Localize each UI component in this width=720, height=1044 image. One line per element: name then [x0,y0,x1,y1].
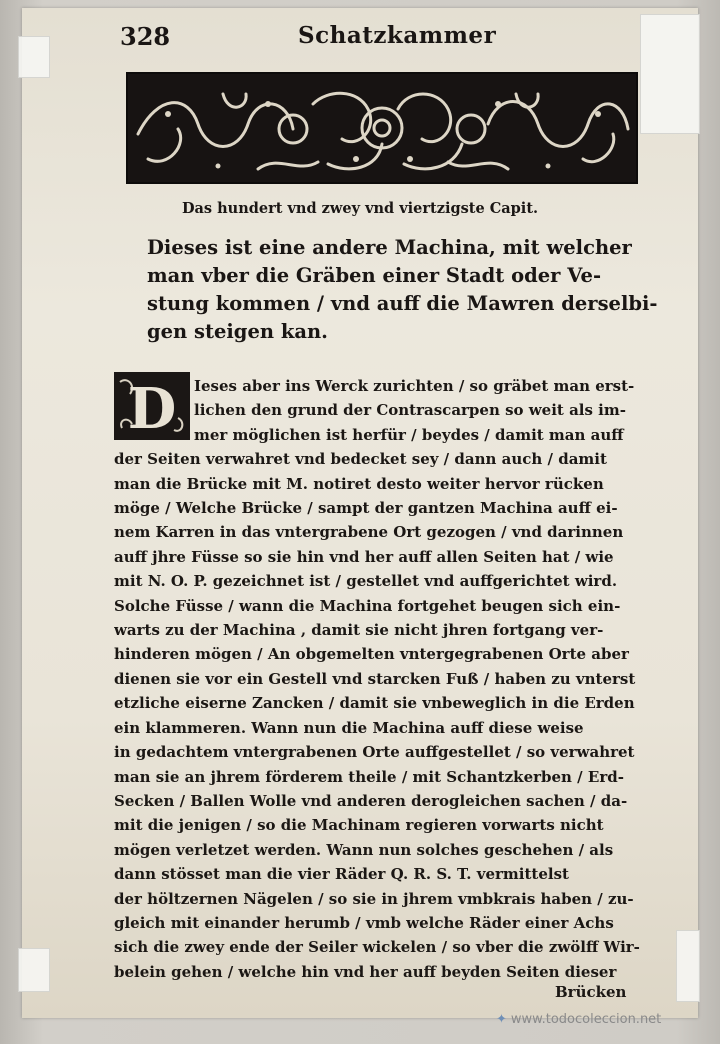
foliage-ornament-icon [128,74,636,182]
text-line: man sie an jhrem förderem theile / mit Schantzkerben / Erd- [114,767,624,786]
woodcut-headpiece [126,72,638,184]
text-line: sich die zwey ende der Seiler wickelen / so vber die zwölff Wir- [114,938,640,957]
catchword: Brücken [555,983,627,1001]
chapter-title: Das hundert vnd zwey vnd viertzigste Capit. [181,200,539,217]
heading-line: man vber die Gräben einer Stadt oder Ve- [147,264,602,287]
text-line: dienen sie vor ein Gestell vnd starcken Fuß / haben zu vnterst [114,669,636,688]
heading-line: gen steigen kan. [147,320,328,343]
heading-line: stung kommen / vnd auff die Mawren derselbi- [147,292,658,315]
running-title: Schatzkammer [298,22,497,49]
text-line: belein gehen / welche hin vnd her auff beyden Seiten dieser [114,962,617,981]
text-line: Solche Füsse / wann die Machina fortgehet beugen sich ein- [114,596,621,615]
heading-line: Dieses ist eine andere Machina, mit welcher [147,236,632,259]
watermark-text: www.todocoleccion.net [510,1012,662,1027]
text-line: mit die jenigen / so die Machinam regieren vorwarts nicht [114,816,604,835]
text-line: hinderen mögen / An obgemelten vntergegrabenen Orte aber [114,645,629,664]
initial-letter: D [127,376,177,440]
text-line: mit N. O. P. gezeichnet ist / gestellet vnd auffgerichtet wird. [114,572,618,591]
body-text [114,374,648,984]
text-line: lichen den grund der Contrascarpen so weit als im- [194,401,626,420]
text-line: ein klammeren. Wann nun die Machina auff diese weise [114,718,584,737]
text-line: gleich mit einander herumb / vmb welche Räder einer Achs [114,913,614,932]
chapter-heading [147,234,658,346]
text-line: nem Karren in das vntergrabene Ort gezogen / vnd darinnen [114,523,624,542]
tape-top-right [640,14,700,134]
text-line: man die Brücke mit M. notiret desto weiter hervor rücken [114,474,604,493]
tape-bottom-right [676,930,700,1002]
text-line: etzliche eiserne Zancken / damit sie vnbeweglich in die Erden [114,694,635,713]
tc-logo-icon: ✦ [496,1012,507,1027]
text-line: der Seiten verwahret vnd bedecket sey / dann auch / damit [114,450,607,469]
text-line: in gedachtem vntergrabenen Orte auffgestellet / so verwahret [114,743,635,762]
text-line: dann stösset man die vier Räder Q. R. S. T. vermittelst [114,865,569,884]
text-line: warts zu der Machina , damit sie nicht jhren fortgang ver- [114,621,604,640]
tape-bottom-left [18,948,50,992]
text-line: auff jhre Füsse so sie hin vnd her auff allen Seiten hat / wie [114,547,614,566]
text-line: mer möglichen ist herfür / beydes / damit man auff [194,425,624,444]
page-number: 328 [120,22,171,51]
text-line: Secken / Ballen Wolle vnd anderen derogleichen sachen / da- [114,791,628,810]
tape-top-left [18,36,50,78]
text-line: mögen verletzet werden. Wann nun solches geschehen / als [114,840,614,859]
text-line: Ieses aber ins Werck zurichten / so gräbet man erst- [194,377,635,395]
text-line: der höltzernen Nägelen / so sie in jhrem vmbkrais haben / zu- [114,889,634,908]
text-line: möge / Welche Brücke / sampt der gantzen Machina auff ei- [114,499,618,518]
watermark[interactable] [496,1012,661,1027]
